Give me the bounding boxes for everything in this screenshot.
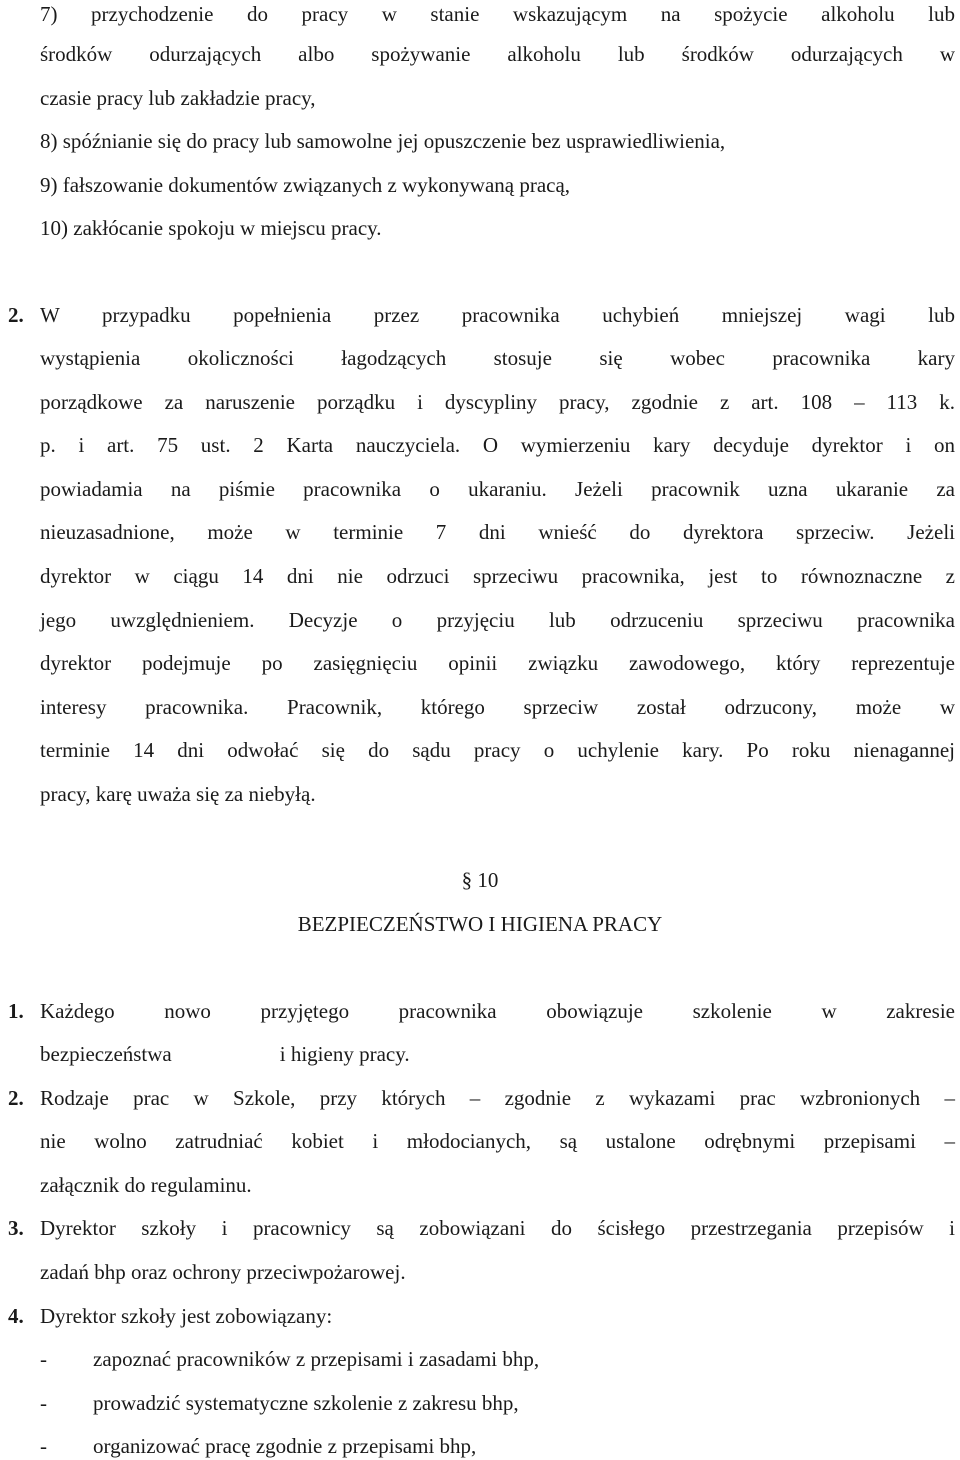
duty-item xyxy=(0,1389,960,1417)
paragraph-2-line: dyrektor w ciągu 14 dni nie odrzuci sprzeciwu pracownika, jest to równoznaczne z xyxy=(40,564,955,588)
item-3-line1: Dyrektor szkoły i pracownicy są zobowiązani do ścisłego przestrzegania przepisów i xyxy=(40,1216,955,1240)
list-item-7-line2: środków odurzających albo spożywanie alkoholu lub środków odurzających w xyxy=(40,42,955,66)
paragraph-2-line: pracy, karę uważa się za niebyłą. xyxy=(40,782,316,806)
duty-text: organizować pracę zgodnie z przepisami bhp, xyxy=(93,1434,477,1458)
list-item-7-line1: 7) przychodzenie do pracy w stanie wskazującym na spożycie alkoholu lub xyxy=(40,2,955,26)
list-item-8: 8) spóźnianie się do pracy lub samowolne jej opuszczenie bez usprawiedliwienia, xyxy=(40,129,726,153)
paragraph-2-line: wystąpienia okoliczności łagodzących stosuje się wobec pracownika kary xyxy=(40,346,955,370)
section-number: § 10 xyxy=(461,868,499,892)
section-title: BEZPIECZEŃSTWO I HIGIENA PRACY xyxy=(297,912,663,936)
item-2-line1: Rodzaje prac w Szkole, przy których – zgodnie z wykazami prac wzbronionych – xyxy=(40,1086,955,1110)
paragraph-2-line: dyrektor podejmuje po zasięgnięciu opinii związku zawodowego, który reprezentuje xyxy=(40,651,955,675)
item-1-line2 xyxy=(40,1040,410,1068)
item-2-number: 2. xyxy=(8,1086,24,1110)
paragraph-2-line: jego uwzględnieniem. Decyzje o przyjęciu lub odrzuceniu sprzeciwu pracownika xyxy=(40,608,955,632)
list-item-9: 9) fałszowanie dokumentów związanych z wykonywaną pracą, xyxy=(40,173,571,197)
duty-item xyxy=(0,1345,960,1373)
paragraph-2-line: nieuzasadnione, może w terminie 7 dni wnieść do dyrektora sprzeciw. Jeżeli xyxy=(40,520,955,544)
paragraph-2-line: W przypadku popełnienia przez pracownika uchybień mniejszej wagi lub xyxy=(40,303,955,327)
item-1-line2-part-a: bezpieczeństwa xyxy=(40,1042,172,1066)
item-2-line2: nie wolno zatrudniać kobiet i młodocianych, są ustalone odrębnymi przepisami – xyxy=(40,1129,955,1153)
item-4-number: 4. xyxy=(8,1304,24,1328)
duty-bullet: - xyxy=(40,1434,47,1458)
item-1-line1: Każdego nowo przyjętego pracownika obowiązuje szkolenie w zakresie xyxy=(40,999,955,1023)
paragraph-2-line: interesy pracownika. Pracownik, którego sprzeciw został odrzucony, może w xyxy=(40,695,955,719)
item-4-line1: Dyrektor szkoły jest zobowiązany: xyxy=(40,1304,333,1328)
duty-bullet: - xyxy=(40,1391,47,1415)
duty-item xyxy=(0,1432,960,1460)
paragraph-2-number: 2. xyxy=(8,303,24,327)
item-1-line2-part-b: i higieny pracy. xyxy=(279,1042,410,1066)
duty-bullet: - xyxy=(40,1347,47,1371)
paragraph-2-line: powiadamia na piśmie pracownika o ukaraniu. Jeżeli pracownik uzna ukaranie za xyxy=(40,477,955,501)
list-item-10: 10) zakłócanie spokoju w miejscu pracy. xyxy=(40,216,382,240)
paragraph-2-line: p. i art. 75 ust. 2 Karta nauczyciela. O wymierzeniu kary decyduje dyrektor i on xyxy=(40,433,955,457)
item-2-line3: załącznik do regulaminu. xyxy=(40,1173,252,1197)
item-3-line2: zadań bhp oraz ochrony przeciwpożarowej. xyxy=(40,1260,406,1284)
duty-text: prowadzić systematyczne szkolenie z zakresu bhp, xyxy=(93,1391,519,1415)
list-item-7-line3: czasie pracy lub zakładzie pracy, xyxy=(40,86,316,110)
duty-text: zapoznać pracowników z przepisami i zasadami bhp, xyxy=(93,1347,540,1371)
paragraph-2-line: porządkowe za naruszenie porządku i dyscypliny pracy, zgodnie z art. 108 – 113 k. xyxy=(40,390,955,414)
item-3-number: 3. xyxy=(8,1216,24,1240)
paragraph-2-line: terminie 14 dni odwołać się do sądu pracy o uchylenie kary. Po roku nienagannej xyxy=(40,738,955,762)
item-1-number: 1. xyxy=(8,999,24,1023)
